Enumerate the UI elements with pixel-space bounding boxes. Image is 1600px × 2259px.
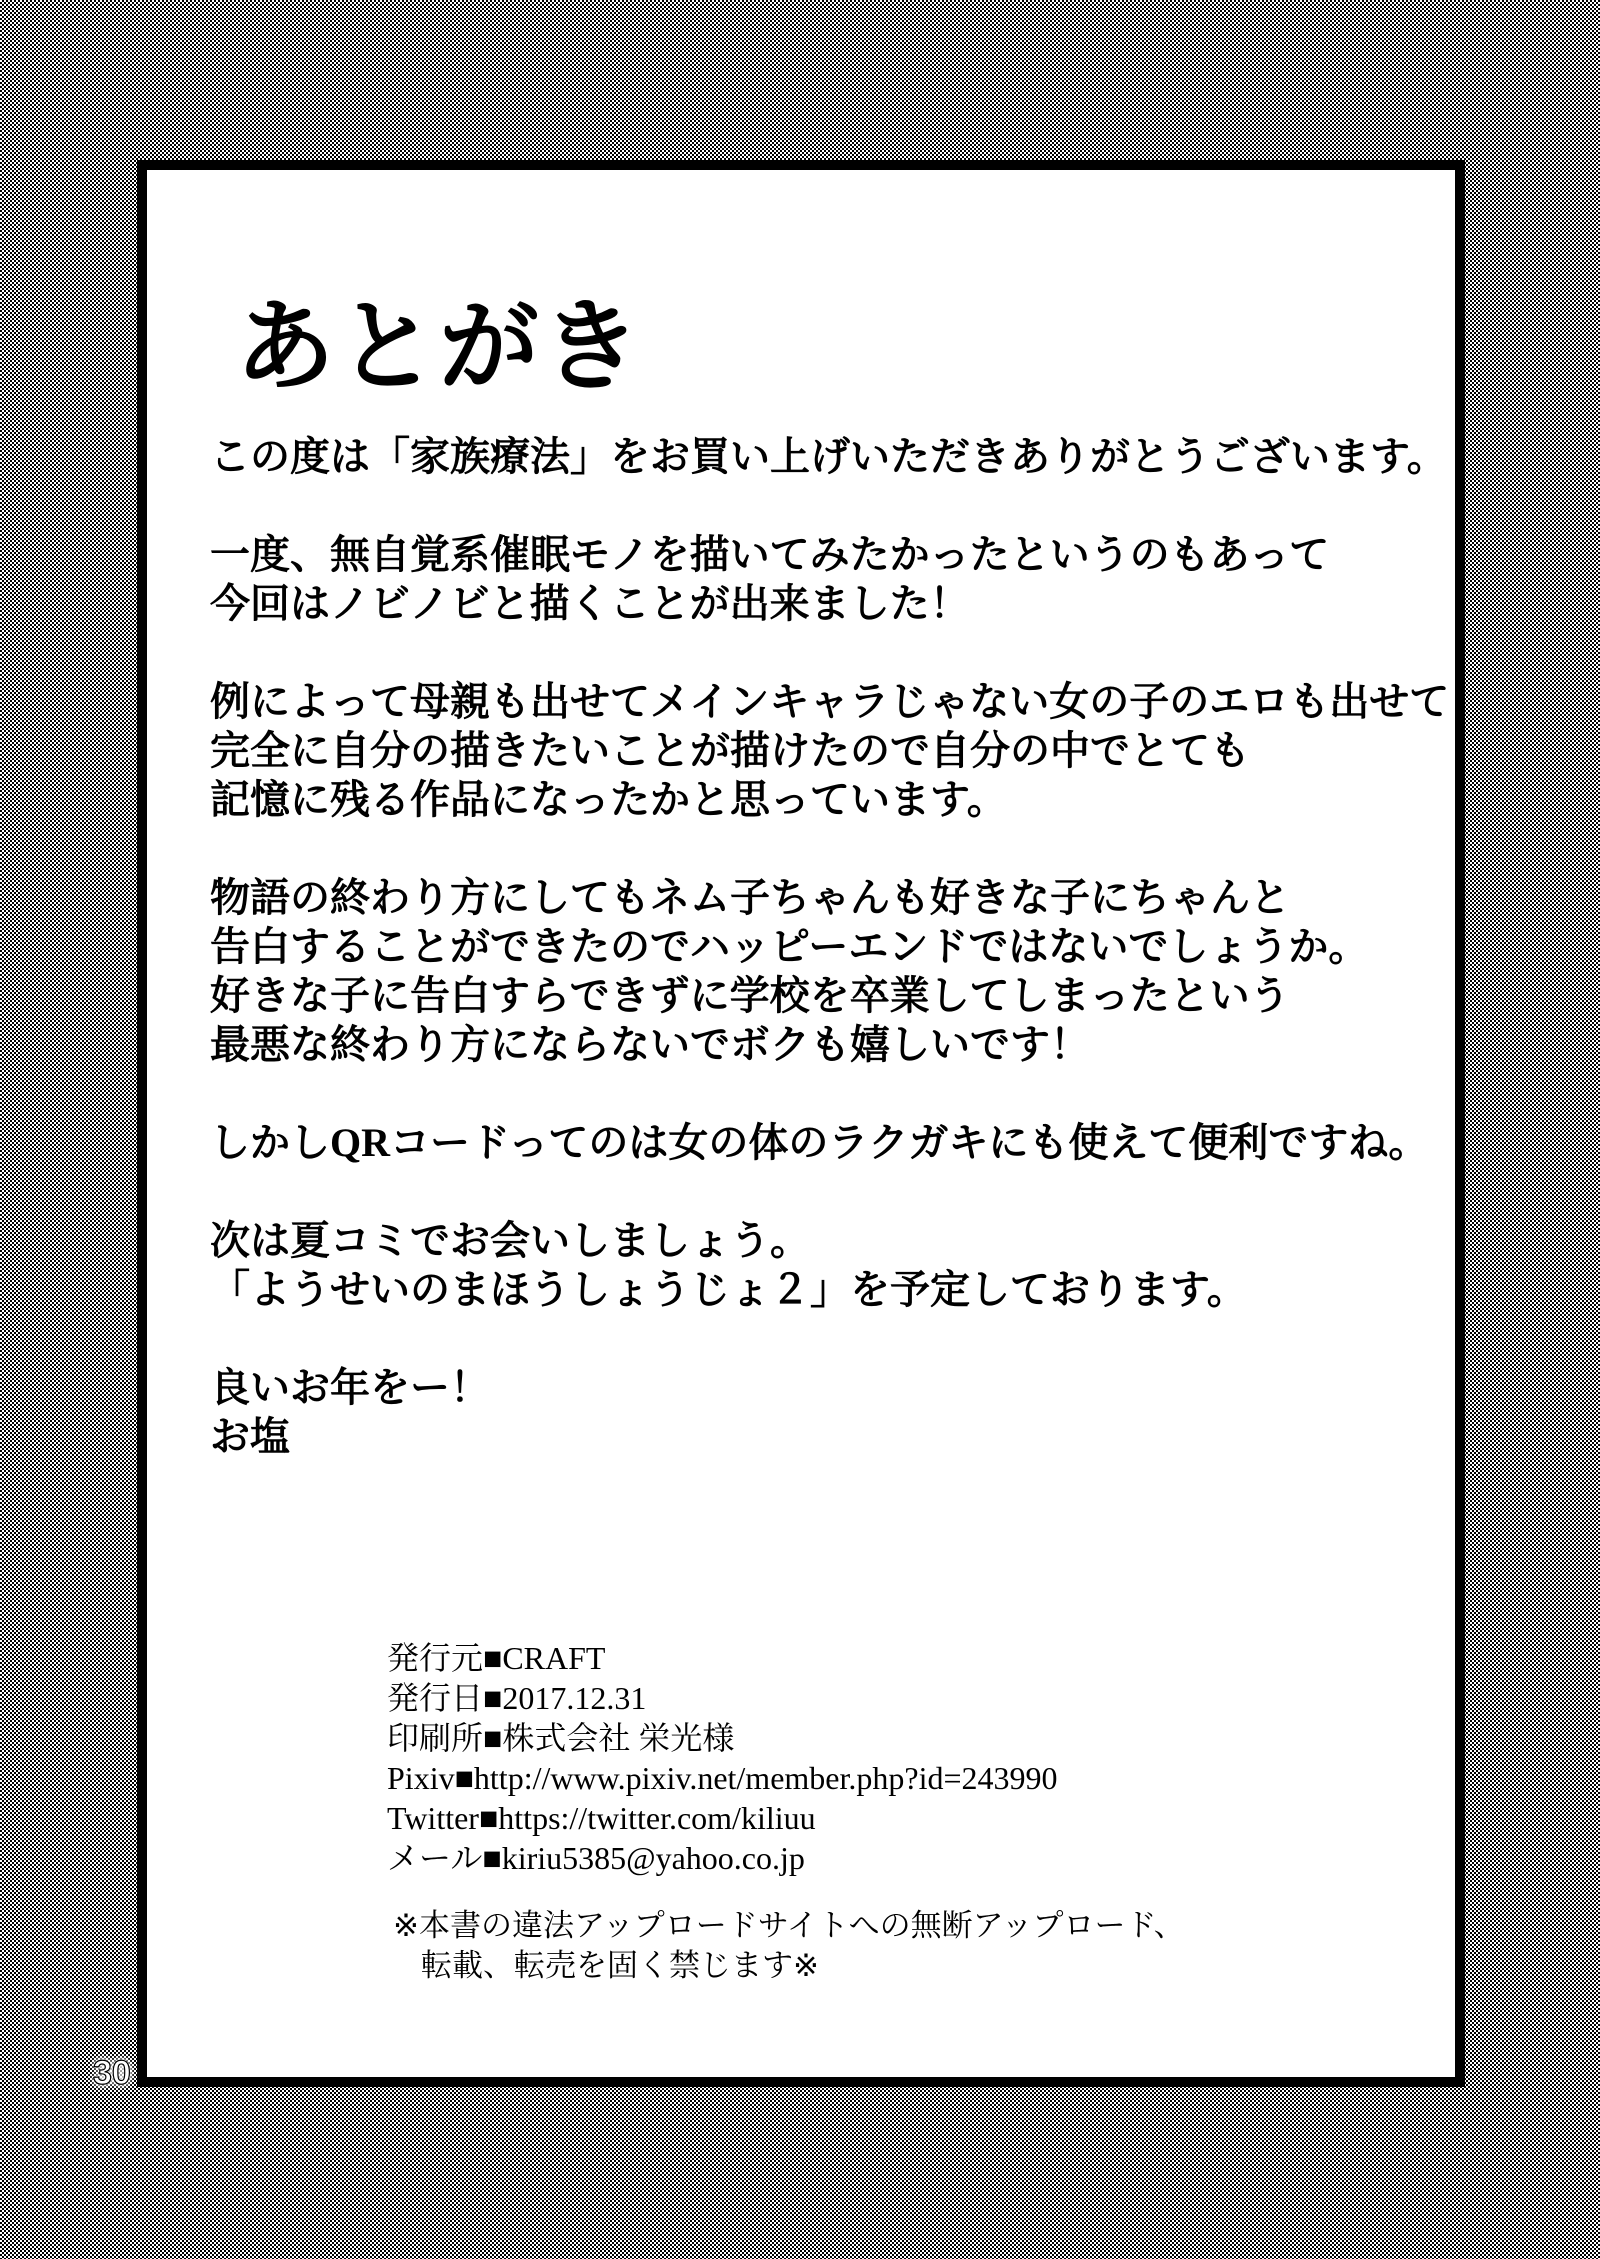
paragraph-thanks <box>210 432 1450 481</box>
author-name: お塩 <box>210 1414 290 1459</box>
text-line: 次は夏コミでお会いしましょう。 <box>210 1218 810 1263</box>
colophon <box>387 1638 1058 1878</box>
printer-line: 印刷所■株式会社 栄光様 <box>387 1720 735 1756</box>
email-line: メール■kiriu5385@yahoo.co.jp <box>387 1840 805 1876</box>
text-line: 「ようせいのまほうしょうじょ２」を予定しております。 <box>210 1267 1247 1312</box>
afterword-body <box>210 432 1450 1510</box>
text-line: 最悪な終わり方にならないでボクも嬉しいです！ <box>210 1022 1090 1067</box>
text-line: 物語の終わり方にしてもネム子ちゃんも好きな子にちゃんと <box>210 875 1290 920</box>
paragraph-hypnosis <box>210 530 1450 628</box>
paragraph-ending <box>210 873 1450 1069</box>
paragraph-signoff <box>210 1363 1450 1461</box>
text-line: 一度、無自覚系催眠モノを描いてみたかったというのもあって <box>210 532 1330 577</box>
disclaimer-line: 転載、転売を固く禁じます※ <box>421 1948 819 1983</box>
text-line: 今回はノビノビと描くことが出来ました！ <box>210 581 970 626</box>
afterword-page <box>137 160 1465 2087</box>
paragraph-qr-code <box>210 1118 1450 1167</box>
piracy-disclaimer <box>393 1906 1185 1986</box>
publisher-line: 発行元■CRAFT <box>387 1640 606 1676</box>
text-line: 記憶に残る作品になったかと思っています。 <box>210 777 1007 822</box>
text-line: 完全に自分の描きたいことが描けたので自分の中でとても <box>210 728 1250 773</box>
text-line: 良いお年をー！ <box>210 1365 490 1410</box>
text-line: 好きな子に告白すらできずに学校を卒業してしまったという <box>210 973 1290 1018</box>
text-line: 例によって母親も出せてメインキャラじゃない女の子のエロも出せて <box>210 679 1450 724</box>
page-title: あとがき <box>235 292 643 403</box>
text-line: この度は「家族療法」をお買い上げいただきありがとうございます。 <box>210 434 1447 479</box>
paragraph-next-event <box>210 1216 1450 1314</box>
publish-date-line: 発行日■2017.12.31 <box>387 1680 647 1716</box>
paragraph-memorable-work <box>210 677 1450 824</box>
pixiv-url-line: Pixiv■http://www.pixiv.net/member.php?id=243990 <box>387 1760 1058 1796</box>
text-line: しかしQRコードってのは女の体のラクガキにも使えて便利ですね。 <box>210 1120 1429 1165</box>
disclaimer-line: ※本書の違法アップロードサイトへの無断アップロード、 <box>393 1908 1185 1943</box>
page-number: 30 <box>93 2054 131 2092</box>
text-line: 告白することができたのでハッピーエンドではないでしょうか。 <box>210 924 1369 969</box>
twitter-url-line: Twitter■https://twitter.com/kiliuu <box>387 1800 816 1836</box>
